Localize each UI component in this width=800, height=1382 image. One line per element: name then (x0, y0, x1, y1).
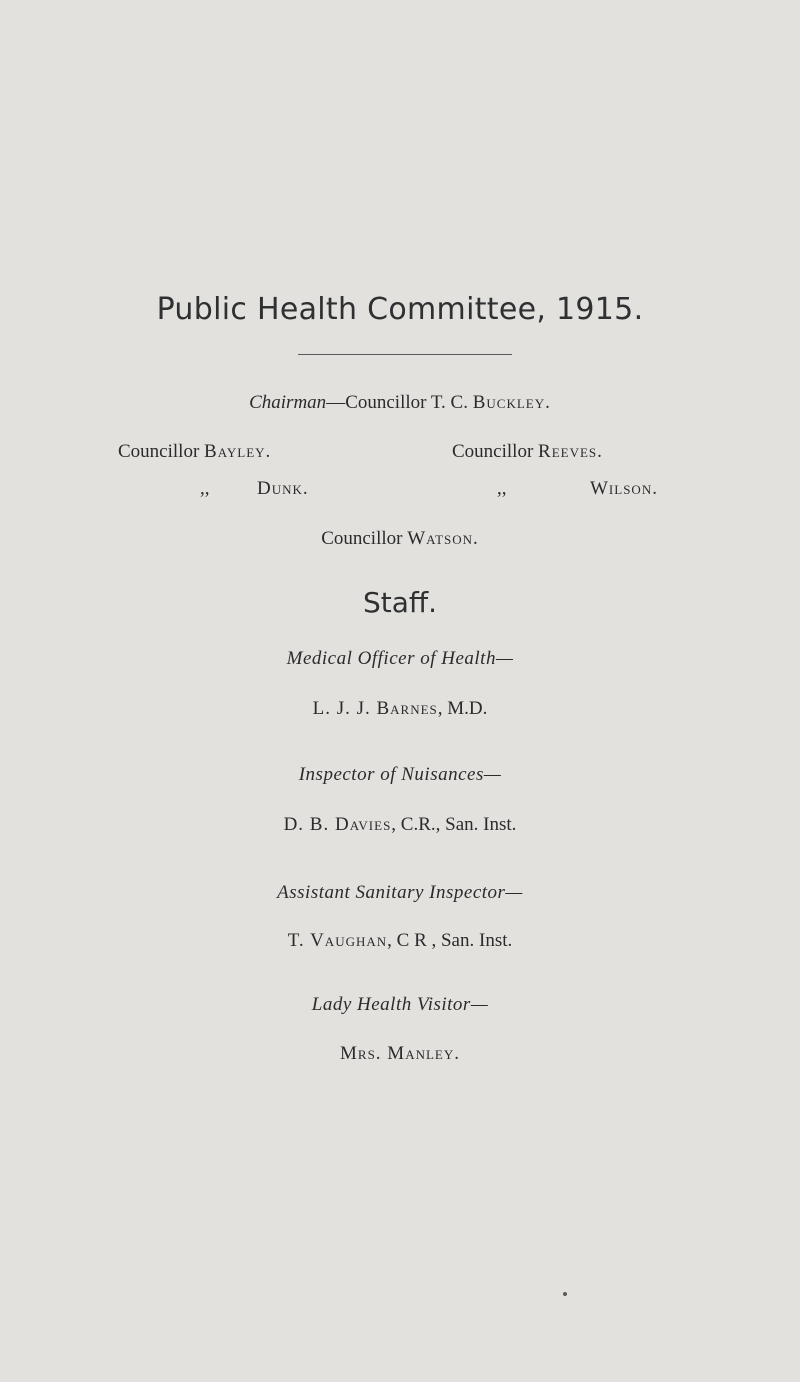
staff-suffix: , C.R., San. Inst. (391, 814, 517, 835)
staff-name-health-visitor (0, 1043, 800, 1065)
staff-role-medical-officer: Medical Officer of Health— (286, 648, 514, 669)
staff-suffix: , M.D. (437, 698, 488, 719)
member-watson (0, 528, 800, 550)
member-name: Bayley. (204, 441, 272, 462)
member-prefix: Councillor (321, 528, 408, 549)
member-name: Watson. (407, 528, 479, 549)
ink-dot (563, 1292, 567, 1296)
staff-name-medical-officer (0, 698, 800, 720)
staff-heading: Staff. (362, 586, 438, 619)
member-prefix: Councillor (118, 441, 205, 462)
staff-name-assistant-inspector (0, 930, 800, 952)
staff-suffix: , C R , San. Inst. (387, 930, 513, 951)
chairman-text: —Councillor T. C. (326, 392, 473, 413)
page-title: Public Health Committee, 1915. (156, 292, 644, 327)
member-dunk-ditto: ,, (200, 478, 210, 499)
member-wilson-name: Wilson. (590, 478, 658, 499)
title-divider (298, 354, 512, 355)
chairman-name: Buckley. (472, 392, 551, 413)
staff-name: D. B. Davies (283, 814, 392, 835)
chairman-role: Chairman (249, 392, 327, 413)
staff-name: T. Vaughan (287, 930, 388, 951)
staff-role-inspector: Inspector of Nuisances— (298, 764, 502, 785)
member-bayley (118, 441, 271, 463)
member-prefix: Councillor (452, 441, 539, 462)
chairman-line (0, 392, 800, 414)
staff-name: Mrs. Manley. (340, 1043, 460, 1064)
staff-name-inspector (0, 814, 800, 836)
staff-name: L. J. J. Barnes (312, 698, 438, 719)
staff-role-assistant-inspector: Assistant Sanitary Inspector— (277, 882, 523, 903)
member-reeves (452, 441, 603, 463)
member-dunk-name: Dunk. (257, 478, 309, 499)
member-wilson-ditto: ,, (497, 478, 507, 499)
member-name: Reeves. (538, 441, 603, 462)
staff-role-health-visitor: Lady Health Visitor— (311, 994, 489, 1015)
